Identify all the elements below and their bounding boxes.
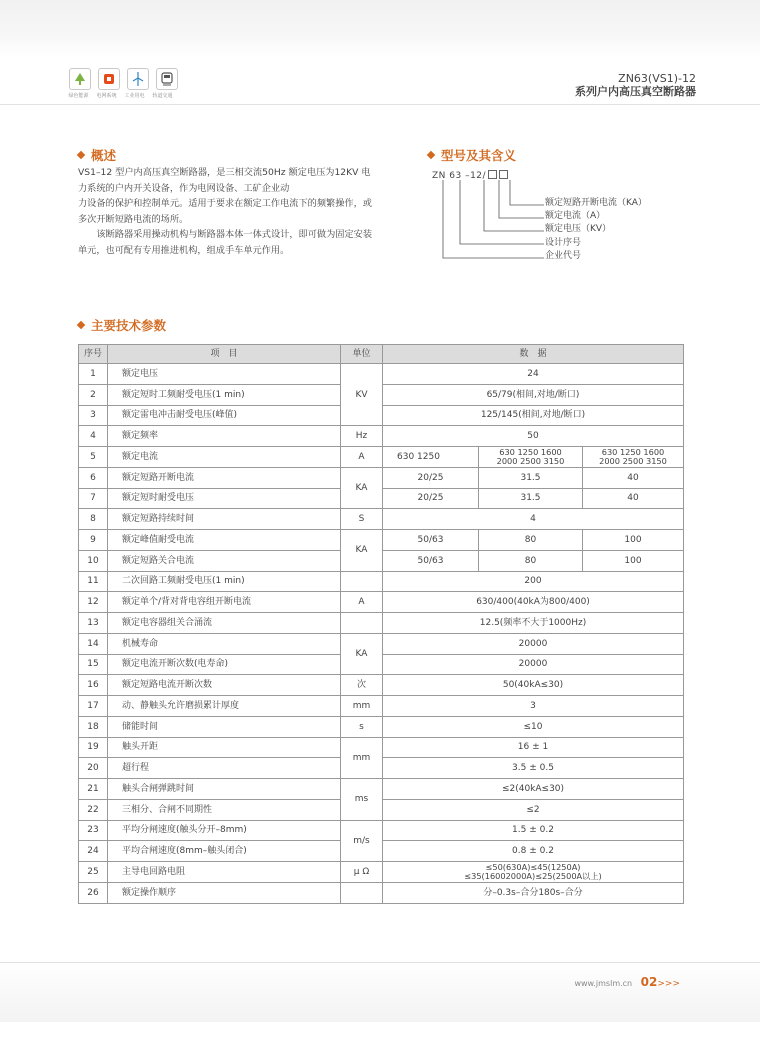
row-unit xyxy=(341,613,383,634)
row-unit: A xyxy=(341,592,383,613)
row-value: 630/400(40kA为800/400) xyxy=(383,592,684,613)
row-value-col3 xyxy=(583,447,684,468)
row-no: 19 xyxy=(79,737,108,758)
value-line: 2000 2500 3150 xyxy=(599,455,667,466)
row-item: 平均分闸速度(触头分开–8mm) xyxy=(108,820,341,841)
table-row xyxy=(79,592,684,613)
row-value: 0.8 ± 0.2 xyxy=(383,841,684,862)
overview-title: 概述 xyxy=(91,148,117,163)
row-no: 2 xyxy=(79,384,108,405)
row-no: 12 xyxy=(79,592,108,613)
row-value: ≤2(40kA≤30) xyxy=(383,779,684,800)
model-meaning-list xyxy=(545,197,647,263)
row-item: 三相分、合闸不同期性 xyxy=(108,799,341,820)
model-code-text: ZN 63 –12/ xyxy=(432,171,487,181)
table-row xyxy=(79,675,684,696)
row-unit: μ Ω xyxy=(341,862,383,883)
row-unit: mm xyxy=(341,737,383,779)
row-value: 分–0.3s–合分180s–合分 xyxy=(383,882,684,903)
header-data: 数 据 xyxy=(383,345,684,364)
row-no: 14 xyxy=(79,633,108,654)
row-value: 125/145(相间,对地/断口) xyxy=(383,405,684,426)
row-item: 额定短路电流开断次数 xyxy=(108,675,341,696)
meaning-item: 额定短路开断电流（KA） xyxy=(545,198,647,208)
row-value-col3: 100 xyxy=(583,530,684,551)
row-value-col1: 50/63 xyxy=(383,550,479,571)
table-row xyxy=(79,820,684,841)
row-item: 额定电流开断次数(电寿命) xyxy=(108,654,341,675)
icon-caption: 电网系统 xyxy=(96,93,117,99)
product-model: ZN63(VS1)-12 xyxy=(618,72,696,85)
value-line: 630 1250 1600 xyxy=(601,447,665,458)
row-value xyxy=(383,862,684,883)
row-value-col1: 20/25 xyxy=(383,488,479,509)
header-unit: 单位 xyxy=(341,345,383,364)
row-value-col2: 80 xyxy=(479,550,583,571)
row-value: 12.5(频率不大于1000Hz) xyxy=(383,613,684,634)
row-no: 6 xyxy=(79,467,108,488)
table-row xyxy=(79,571,684,592)
row-no: 25 xyxy=(79,862,108,883)
row-item: 主导电回路电阻 xyxy=(108,862,341,883)
row-item: 额定频率 xyxy=(108,426,341,447)
table-row xyxy=(79,882,684,903)
row-no: 15 xyxy=(79,654,108,675)
row-item: 触头合闸弹跳时间 xyxy=(108,779,341,800)
row-no: 8 xyxy=(79,509,108,530)
footer-band xyxy=(0,962,760,1022)
row-item: 平均合闸速度(8mm–触头闭合) xyxy=(108,841,341,862)
header-icons xyxy=(69,68,178,90)
row-unit: A xyxy=(341,447,383,468)
table-row xyxy=(79,613,684,634)
table-row xyxy=(79,530,684,551)
row-no: 4 xyxy=(79,426,108,447)
row-value: 65/79(相间,对地/断口) xyxy=(383,384,684,405)
diamond-bullet-icon xyxy=(77,321,85,329)
header-item: 项 目 xyxy=(108,345,341,364)
row-item: 额定电压 xyxy=(108,364,341,385)
row-unit: KV xyxy=(341,364,383,426)
row-item: 超行程 xyxy=(108,758,341,779)
header-band xyxy=(0,0,760,58)
table-row xyxy=(79,696,684,717)
row-unit xyxy=(341,571,383,592)
row-no: 21 xyxy=(79,779,108,800)
row-item: 额定短路开断电流 xyxy=(108,467,341,488)
model-meaning-title: 型号及其含义 xyxy=(441,148,517,163)
row-unit: m/s xyxy=(341,820,383,862)
lantern-icon xyxy=(98,68,120,90)
row-unit: KA xyxy=(341,467,383,509)
table-row xyxy=(79,364,684,385)
row-value: 1.5 ± 0.2 xyxy=(383,820,684,841)
row-unit: KA xyxy=(341,633,383,675)
meaning-item: 额定电流（A） xyxy=(545,211,606,222)
page-number: 02 xyxy=(640,975,658,989)
row-no: 20 xyxy=(79,758,108,779)
row-value-col3: 40 xyxy=(583,488,684,509)
row-value-col1: 20/25 xyxy=(383,467,479,488)
row-item: 触头开距 xyxy=(108,737,341,758)
row-value-col3: 100 xyxy=(583,550,684,571)
table-row xyxy=(79,779,684,800)
row-value: 50(40kA≤30) xyxy=(383,675,684,696)
row-no: 17 xyxy=(79,696,108,717)
model-meaning-heading xyxy=(428,146,516,164)
row-value: 16 ± 1 xyxy=(383,737,684,758)
overview-paragraph: 力设备的保护和控制单元。适用于要求在额定工作电流下的频繁操作，或多次开断短路电流的场所。 xyxy=(78,198,372,225)
row-value: 3 xyxy=(383,696,684,717)
row-value: 50 xyxy=(383,426,684,447)
header-divider xyxy=(0,104,760,105)
row-no: 1 xyxy=(79,364,108,385)
table-header-row xyxy=(79,345,684,364)
params-heading xyxy=(78,316,166,334)
table-row xyxy=(79,447,684,468)
row-item: 额定电容器组关合涌流 xyxy=(108,613,341,634)
wind-turbine-icon xyxy=(127,68,149,90)
params-table xyxy=(78,344,684,904)
row-value: 24 xyxy=(383,364,684,385)
icon-caption: 绿色能源 xyxy=(68,93,89,99)
row-item: 额定雷电冲击耐受电压(峰值) xyxy=(108,405,341,426)
row-value: 200 xyxy=(383,571,684,592)
row-value: 20000 xyxy=(383,654,684,675)
footer-url: www.jmslm.cn xyxy=(574,979,633,988)
icon-caption: 轨道交通 xyxy=(152,93,173,99)
row-no: 10 xyxy=(79,550,108,571)
meaning-item: 额定电压（KV） xyxy=(545,224,612,235)
icon-caption: 工业用电 xyxy=(124,93,145,99)
row-item: 额定短路关合电流 xyxy=(108,550,341,571)
row-item: 额定短时工频耐受电压(1 min) xyxy=(108,384,341,405)
train-icon xyxy=(156,68,178,90)
params-title: 主要技术参数 xyxy=(91,318,167,333)
row-item: 机械寿命 xyxy=(108,633,341,654)
row-no: 23 xyxy=(79,820,108,841)
table-row xyxy=(79,509,684,530)
row-value-col2: 31.5 xyxy=(479,488,583,509)
row-item: 额定峰值耐受电流 xyxy=(108,530,341,551)
tree-icon xyxy=(69,68,91,90)
row-no: 3 xyxy=(79,405,108,426)
table-row xyxy=(79,426,684,447)
value-line: ≤50(630A)≤45(1250A) xyxy=(485,862,581,873)
page-arrows: >>> xyxy=(657,979,680,989)
table-row xyxy=(79,633,684,654)
row-unit: ms xyxy=(341,779,383,821)
row-item: 额定单个/背对背电容组开断电流 xyxy=(108,592,341,613)
overview-paragraph: 该断路器采用操动机构与断路器本体一体式设计，即可做为固定安装单元，也可配有专用推进机构，组成手车单元作用。 xyxy=(78,229,373,256)
value-line: 630 1250 1600 xyxy=(499,447,562,458)
row-unit: S xyxy=(341,509,383,530)
row-unit: Hz xyxy=(341,426,383,447)
value-line: 2000 2500 3150 xyxy=(496,455,565,466)
row-value-col2: 31.5 xyxy=(479,467,583,488)
row-value-col2: 80 xyxy=(479,530,583,551)
row-value: 4 xyxy=(383,509,684,530)
row-value-col3: 40 xyxy=(583,467,684,488)
icon-captions xyxy=(67,92,174,99)
value-line: ≤35(16002000A)≤25(2500A以上) xyxy=(464,870,602,881)
diamond-bullet-icon xyxy=(77,151,85,159)
meaning-item: 设计序号 xyxy=(545,237,582,248)
row-item: 动、静触头允许磨损累计厚度 xyxy=(108,696,341,717)
model-meaning-lines xyxy=(440,178,550,266)
table-row xyxy=(79,737,684,758)
row-value: 3.5 ± 0.5 xyxy=(383,758,684,779)
row-item: 储能时间 xyxy=(108,716,341,737)
row-no: 5 xyxy=(79,447,108,468)
overview-paragraph: VS1–12 型户内高压真空断路器，是三相交流50Hz 额定电压为12KV 电力系统的户内开关设备，作为电网设备、工矿企业动 xyxy=(78,167,371,194)
row-no: 18 xyxy=(79,716,108,737)
product-series-title: 系列户内高压真空断路器 xyxy=(575,85,696,98)
row-unit: KA xyxy=(341,530,383,572)
row-value-col1: 630 1250 xyxy=(383,447,479,468)
row-value-col2 xyxy=(479,447,583,468)
row-value: ≤2 xyxy=(383,799,684,820)
row-item: 二次回路工频耐受电压(1 min) xyxy=(108,571,341,592)
footer-divider xyxy=(0,962,760,963)
diamond-bullet-icon xyxy=(427,151,435,159)
row-value: 20000 xyxy=(383,633,684,654)
row-value: ≤10 xyxy=(383,716,684,737)
row-unit: 次 xyxy=(341,675,383,696)
row-item: 额定电流 xyxy=(108,447,341,468)
row-no: 22 xyxy=(79,799,108,820)
table-row xyxy=(79,862,684,883)
table-row xyxy=(79,467,684,488)
row-value-col1: 50/63 xyxy=(383,530,479,551)
row-no: 26 xyxy=(79,882,108,903)
row-unit: s xyxy=(341,716,383,737)
overview-text xyxy=(78,165,376,258)
header-no: 序号 xyxy=(79,345,108,364)
footer xyxy=(574,975,680,989)
overview-heading xyxy=(78,146,116,164)
row-no: 16 xyxy=(79,675,108,696)
row-item: 额定操作顺序 xyxy=(108,882,341,903)
row-no: 9 xyxy=(79,530,108,551)
row-item: 额定短路持续时间 xyxy=(108,509,341,530)
row-no: 24 xyxy=(79,841,108,862)
header-title-block xyxy=(575,72,696,98)
row-item: 额定短时耐受电压 xyxy=(108,488,341,509)
row-no: 7 xyxy=(79,488,108,509)
row-unit: mm xyxy=(341,696,383,717)
table-row xyxy=(79,716,684,737)
row-unit xyxy=(341,882,383,903)
row-no: 13 xyxy=(79,613,108,634)
meaning-item: 企业代号 xyxy=(545,250,582,261)
row-no: 11 xyxy=(79,571,108,592)
